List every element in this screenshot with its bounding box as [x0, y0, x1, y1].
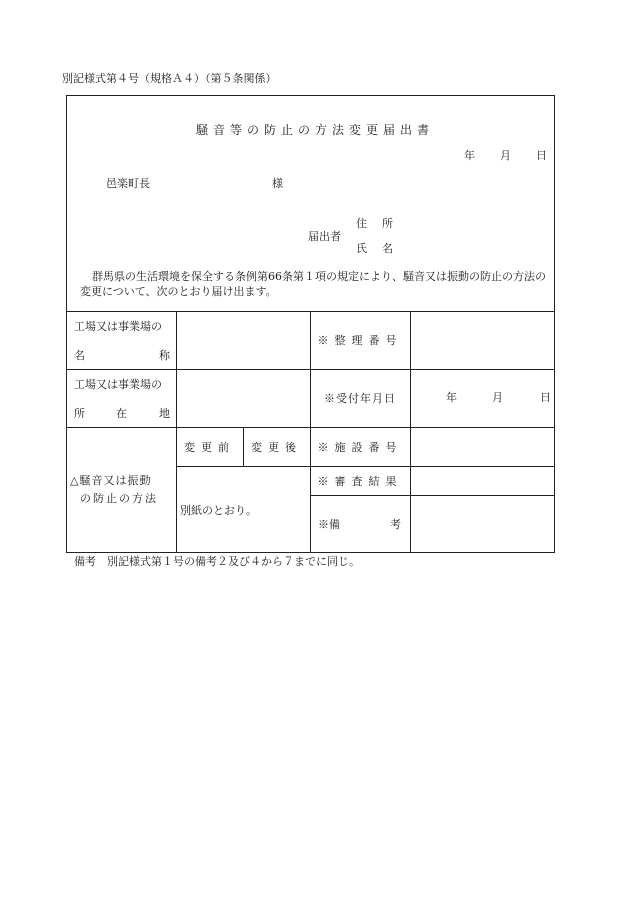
date-month: 月	[500, 149, 511, 162]
factory-loc-label-2a: 所	[74, 407, 85, 420]
col-rule-right	[410, 311, 411, 553]
factory-loc-label-2b: 在	[116, 407, 127, 420]
received-date-label: ※受付年月日	[324, 392, 396, 405]
after-change-label: 変更後	[251, 440, 302, 454]
facility-number-label: ※施設番号	[317, 440, 403, 454]
form-title: 騒音等の防止の方法変更届出書	[195, 123, 434, 137]
date-day: 日	[536, 149, 547, 162]
remarks-label: ※備	[318, 518, 340, 531]
separate-sheet-text: 別紙のとおり。	[180, 504, 257, 517]
received-day: 日	[540, 391, 551, 404]
form-header: 別記様式第４号（規格Ａ４）（第５条関係）	[62, 72, 277, 85]
method-label-2: の防止の方法	[80, 492, 158, 505]
factory-loc-label-1: 工場又は事業場の	[74, 378, 162, 391]
remarks-label-2: 考	[390, 518, 401, 531]
name-label: 氏 名	[356, 242, 395, 255]
factory-name-label-2a: 名	[74, 349, 85, 362]
rule-review	[310, 495, 555, 496]
addressee-name: 邑楽町長	[106, 177, 150, 190]
factory-loc-label-2c: 地	[159, 407, 170, 420]
received-year: 年	[446, 391, 457, 404]
address-label: 住 所	[356, 217, 395, 230]
footnote: 備考 別記様式第１号の備考２及び４から７までに同じ。	[74, 555, 360, 568]
date-year: 年	[464, 149, 475, 162]
method-label-1: △騒音又は振動	[70, 474, 152, 487]
received-month: 月	[492, 391, 503, 404]
factory-name-label-2b: 称	[159, 349, 170, 362]
addressee-honorific: 様	[272, 177, 283, 190]
review-result-label: ※審査結果	[317, 474, 403, 488]
applicant-label: 届出者	[308, 230, 341, 243]
reg-number-label: ※整理番号	[317, 334, 403, 347]
factory-name-label-1: 工場又は事業場の	[74, 320, 162, 333]
body-text: 群馬県の生活環境を保全する条例第66条第１項の規定により、騒音又は振動の防止の方法の変更について、次のとおり届け出ます。	[80, 270, 546, 298]
before-change-label: 変更前	[184, 440, 235, 454]
